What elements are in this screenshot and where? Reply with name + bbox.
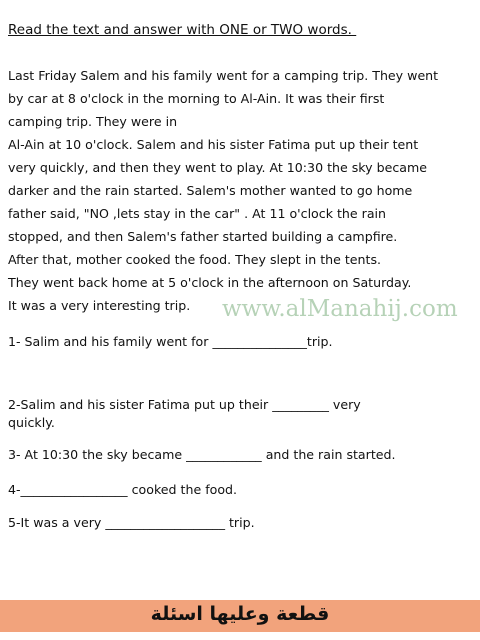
passage-line: stopped, and then Salem's father started building a campfire. <box>8 229 398 244</box>
question-1: 1- Salim and his family went for _______________trip. <box>8 334 333 349</box>
passage-line: After that, mother cooked the food. They slept in the tents. <box>8 252 382 267</box>
passage-line: They went back home at 5 o'clock in the afternoon on Saturday. <box>8 275 412 290</box>
footer-title: قطعة وعليها اسئلة <box>150 603 330 625</box>
footer-banner <box>0 600 480 632</box>
passage-line: very quickly, and then they went to play. At 10:30 the sky became <box>8 160 428 175</box>
watermark: www.alManahij.com <box>222 296 458 322</box>
passage-line: Al-Ain at 10 o'clock. Salem and his sister Fatima put up their tent <box>8 137 419 152</box>
passage-line: It was a very interesting trip. <box>8 298 191 313</box>
question-4: 4-_________________ cooked the food. <box>8 482 238 497</box>
passage-line: Last Friday Salem and his family went for a camping trip. They went <box>8 68 439 83</box>
question-2-continued: quickly. <box>8 415 55 430</box>
passage-line: camping trip. They were in <box>8 114 178 129</box>
question-2: 2-Salim and his sister Fatima put up their _________ very <box>8 397 361 412</box>
reading-passage <box>8 64 474 317</box>
question-5: 5-It was a very ___________________ trip. <box>8 515 255 530</box>
passage-line: father said, "NO ,lets stay in the car" . At 11 o'clock the rain <box>8 206 387 221</box>
question-3: 3- At 10:30 the sky became ____________ and the rain started. <box>8 447 396 462</box>
passage-line: by car at 8 o'clock in the morning to Al-Ain. It was their first <box>8 91 385 106</box>
instruction-heading: Read the text and answer with ONE or TWO words. <box>8 22 357 38</box>
passage-line: darker and the rain started. Salem's mother wanted to go home <box>8 183 413 198</box>
